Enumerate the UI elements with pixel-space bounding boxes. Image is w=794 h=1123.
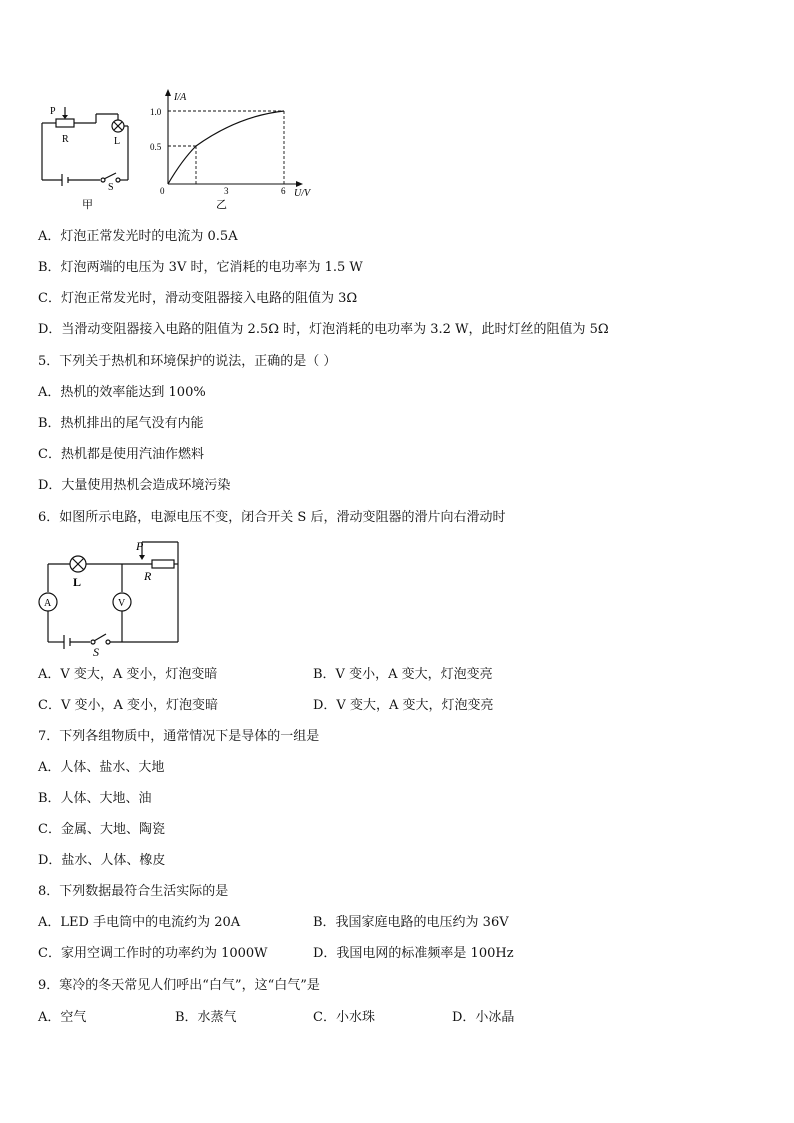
q8-option-a: A．LED 手电筒中的电流约为 20A [38, 915, 241, 930]
q9-option-b: B．水蒸气 [175, 1010, 237, 1025]
q7-option-d: D．盐水、人体、橡皮 [38, 853, 166, 868]
q6-circuit-figure [38, 536, 188, 658]
q9-option-c: C．小水珠 [313, 1010, 375, 1025]
q5-option-d: D．大量使用热机会造成环境污染 [38, 478, 231, 493]
rheostat-r [152, 560, 174, 568]
caption-jia: 甲 [82, 199, 93, 211]
q7-option-a: A．人体、盐水、大地 [38, 760, 165, 775]
y-tick-1: 1.0 [150, 107, 162, 117]
label-r: R [144, 569, 152, 583]
label-v: V [118, 598, 126, 609]
q8-option-b: B．我国家庭电路的电压约为 36V [313, 915, 509, 930]
q8-option-d: D．我国电网的标准频率是 100Hz [313, 946, 514, 961]
circuit-and-graph-figure [38, 84, 328, 216]
q6-option-d: D．V 变大，A 变大，灯泡变亮 [313, 698, 494, 713]
label-a: A [44, 598, 52, 609]
label-l: L [73, 575, 82, 589]
rheostat-r [56, 119, 74, 127]
q9-option-a: A．空气 [38, 1010, 87, 1025]
q7-option-b: B．人体、大地、油 [38, 791, 152, 806]
q9-option-d: D．小冰晶 [452, 1010, 515, 1025]
caption-yi: 乙 [216, 199, 227, 211]
q5-stem: 5．下列关于热机和环境保护的说法，正确的是（ ） [38, 354, 337, 369]
label-p: P [136, 539, 144, 553]
label-s: S [108, 182, 114, 193]
q4-option-b: B．灯泡两端的电压为 3V 时，它消耗的电功率为 1.5 W [38, 260, 363, 275]
q6-stem: 6．如图所示电路，电源电压不变，闭合开关 S 后，滑动变阻器的滑片向右滑动时 [38, 510, 506, 525]
q7-stem: 7．下列各组物质中，通常情况下是导体的一组是 [38, 729, 320, 744]
label-l: L [114, 136, 121, 147]
label-r: R [62, 134, 69, 145]
q8-stem: 8．下列数据最符合生活实际的是 [38, 884, 229, 899]
q5-option-b: B．热机排出的尾气没有内能 [38, 416, 204, 431]
x-tick-0: 0 [160, 186, 165, 196]
q6-option-a: A．V 变大，A 变小，灯泡变暗 [38, 667, 218, 682]
y-tick-0-5: 0.5 [150, 142, 162, 152]
q7-option-c: C．金属、大地、陶瓷 [38, 822, 165, 837]
q8-option-c: C．家用空调工作时的功率约为 1000W [38, 946, 268, 961]
label-p: P [50, 106, 56, 117]
q5-option-a: A．热机的效率能达到 100% [38, 385, 206, 400]
iu-curve [168, 111, 284, 184]
q4-option-a: A．灯泡正常发光时的电流为 0.5A [38, 229, 238, 244]
q6-option-c: C．V 变小，A 变小，灯泡变暗 [38, 698, 218, 713]
q4-option-c: C．灯泡正常发光时，滑动变阻器接入电路的阻值为 3Ω [38, 291, 358, 306]
q5-option-c: C．热机都是使用汽油作燃料 [38, 447, 204, 462]
q9-stem: 9．寒冷的冬天常见人们呼出“白气”，这“白气”是 [38, 978, 320, 993]
label-s: S [93, 645, 99, 658]
iu-graph-yi [150, 89, 312, 211]
x-axis-label: U/V [294, 188, 311, 199]
y-axis-label: I/A [174, 92, 187, 103]
q6-option-b: B．V 变小，A 变大，灯泡变亮 [313, 667, 493, 682]
x-tick-6: 6 [281, 186, 286, 196]
x-tick-3: 3 [224, 186, 229, 196]
q4-option-d: D．当滑动变阻器接入电路的阻值为 2.5Ω 时，灯泡消耗的电功率为 3.2 W，此时灯丝的阻值为 5Ω [38, 322, 609, 337]
